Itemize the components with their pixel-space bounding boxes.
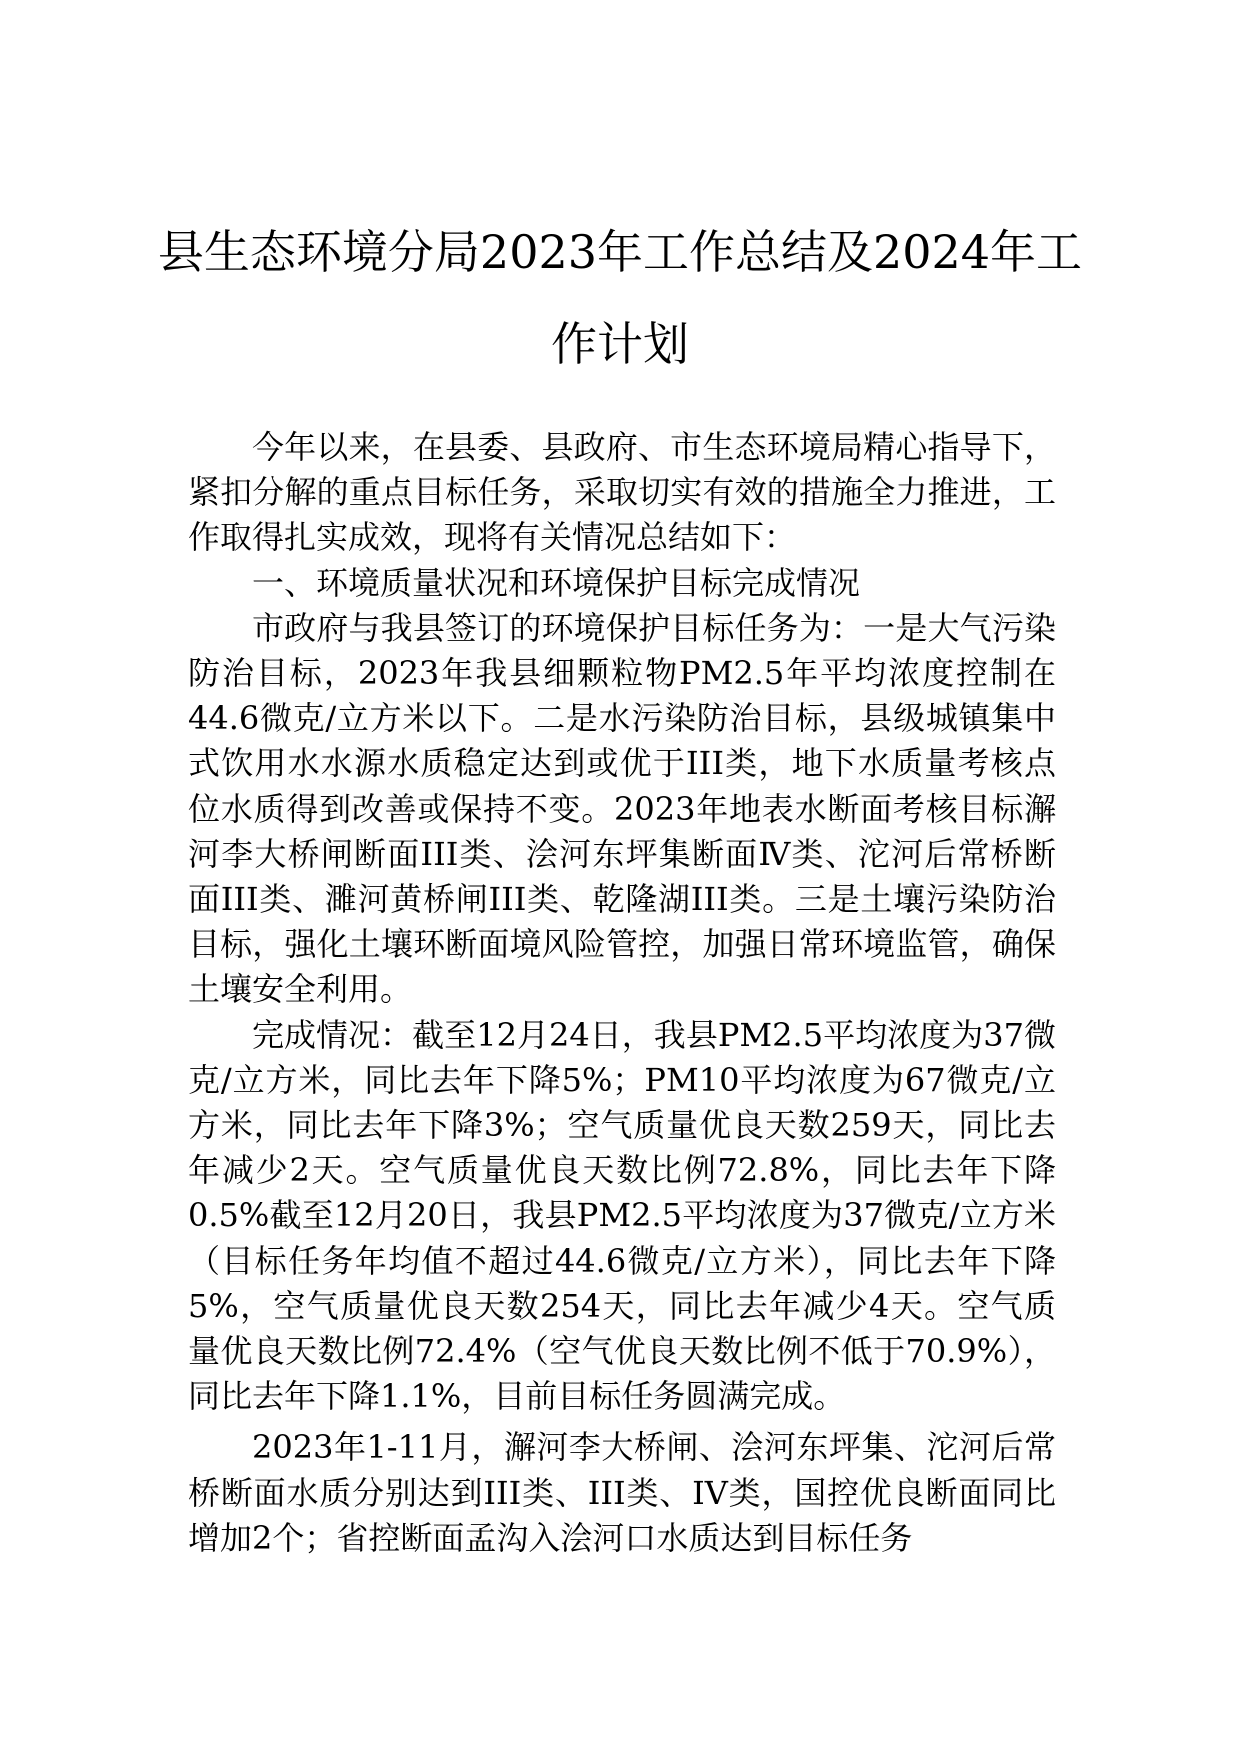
water-quality-paragraph: 2023年1-11月，澥河李大桥闸、浍河东坪集、沱河后常桥断面水质分别达到III类、III类、IV类，国控优良断面同比增加2个；省控断面孟沟入浍河口水质达到目标任务 xyxy=(188,1428,1056,1557)
intro-paragraph: 今年以来，在县委、县政府、市生态环境局精心指导下，紧扣分解的重点目标任务，采取切实有效的措施全力推进，工作取得扎实成效，现将有关情况总结如下： xyxy=(188,428,1056,557)
document-body xyxy=(188,425,1056,1561)
document-title: 县生态环境分局2023年工作总结及2024年工作计划 xyxy=(157,225,1083,371)
section-heading-1: 一、环境质量状况和环境保护目标完成情况 xyxy=(252,563,861,602)
completion-paragraph: 完成情况：截至12月24日，我县PM2.5平均浓度为37微克/立方米，同比去年下降5%；PM10平均浓度为67微克/立方米，同比去年下降3%；空气质量优良天数259天，同比去年减少2天。空气质量优良天数比例72.8%，同比去年下降0.5%截至12月20日，我县PM2.5平均浓度为37微克/立方米（目标任务年均值不超过44.6微克/立方米），同比去年下降5%，空气质量优良天数254天，同比去年减少4天。空气质量优良天数比例72.4%（空气优良天数比例不低于70.9%），同比去年下降1.1%，目前目标任务圆满完成。 xyxy=(188,1015,1056,1416)
targets-paragraph: 市政府与我县签订的环境保护目标任务为：一是大气污染防治目标，2023年我县细颗粒物PM2.5年平均浓度控制在44.6微克/立方米以下。二是水污染防治目标，县级城镇集中式饮用水水源水质稳定达到或优于III类，地下水质量考核点位水质得到改善或保持不变。2023年地表水断面考核目标澥河李大桥闸断面III类、浍河东坪集断面Ⅳ类、沱河后常桥断面III类、濉河黄桥闸III类、乾隆湖III类。三是土壤污染防治目标，强化土壤环断面境风险管控，加强日常环境监管，确保土壤安全利用。 xyxy=(188,608,1056,1009)
